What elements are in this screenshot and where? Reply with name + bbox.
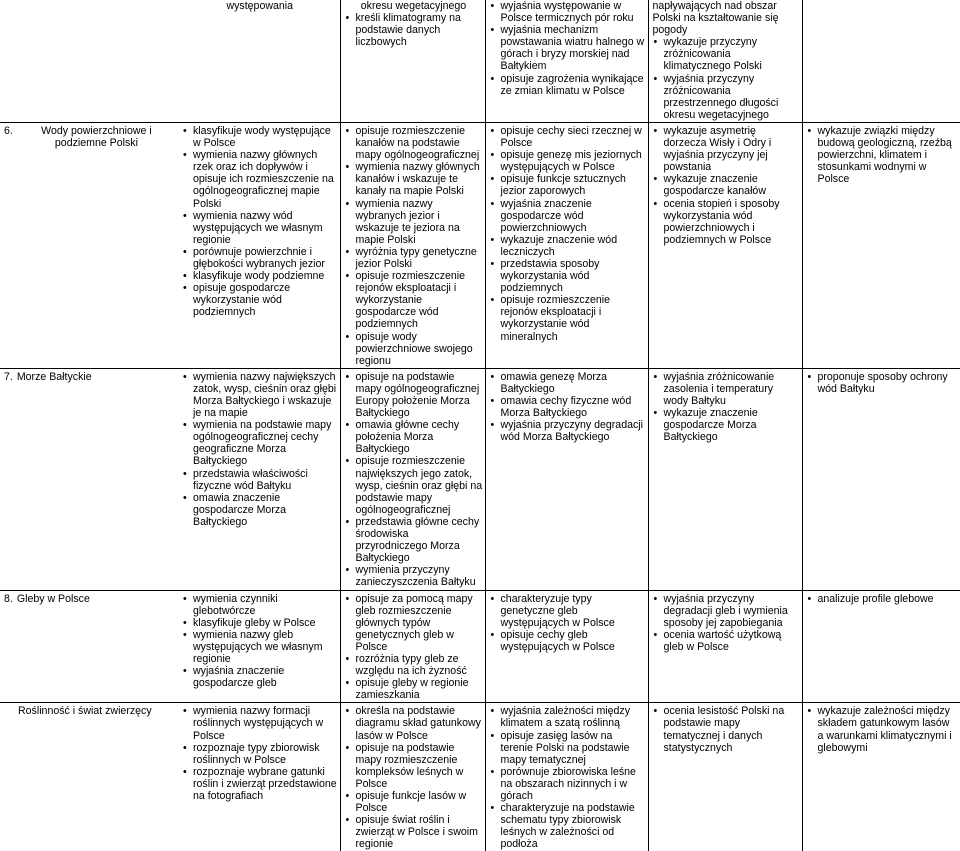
- list-item: • wymienia na podstawie mapy ogólnogeograficznej cechy geograficzne Morza Bałtyckiego: [193, 419, 338, 467]
- requirements-cell-2: [178, 703, 340, 851]
- list-item: • porównuje powierzchnie i głębokości wybranych jezior: [193, 246, 338, 270]
- list-item: • wykazuje asymetrię dorzecza Wisły i Odry i wyjaśnia przyczyny jej powstania: [664, 125, 800, 173]
- list-item: • omawia cechy fizyczne wód Morza Bałtyckiego: [501, 395, 646, 419]
- topic-cell: [0, 703, 178, 851]
- list-item: • wykazuje znaczenie wód leczniczych: [501, 234, 646, 258]
- list-item: • omawia genezę Morza Bałtyckiego: [501, 371, 646, 395]
- requirements-cell-6: [802, 122, 960, 368]
- list-item: napływających nad obszar Polski na kształtowanie się pogody: [652, 0, 779, 37]
- list-item: • wymienia nazwy głównych kanałów i wskazuje te kanały na mapie Polski: [356, 161, 483, 197]
- requirements-cell-5: [648, 0, 802, 122]
- list-item: występowania: [226, 0, 294, 12]
- list-item: • wyjaśnia występowanie w Polsce termicznych pór roku: [501, 0, 646, 24]
- list-item: • charakteryzuje na podstawie schematu typy zbiorowisk leśnych w zależności od podłoża: [501, 802, 646, 850]
- table-row: [0, 368, 960, 590]
- list-item: • opisuje rozmieszczenie kanałów na podstawie mapy ogólnogeograficznej: [356, 125, 483, 161]
- requirements-cell-4: [485, 703, 648, 851]
- table-row: [0, 703, 960, 851]
- list-item: • wyjaśnia zależności między klimatem a szatą roślinną: [501, 705, 646, 729]
- topic-number: 6.: [4, 124, 13, 137]
- requirements-cell-2: [178, 0, 340, 122]
- list-item: • wykazuje związki między budową geologiczną, rzeźbą powierzchni, klimatem i stosunkami wodnymi w Polsce: [818, 125, 959, 185]
- requirements-cell-3: [340, 368, 485, 590]
- list-item: • przedstawia główne cechy środowiska przyrodniczego Morza Bałtyckiego: [356, 516, 483, 564]
- list-item: • opisuje funkcje lasów w Polsce: [356, 790, 483, 814]
- list-item: • określa na podstawie diagramu skład gatunkowy lasów w Polsce: [356, 705, 483, 741]
- list-item: • klasyfikuje wody występujące w Polsce: [193, 125, 338, 149]
- list-item: • opisuje gospodarcze wykorzystanie wód podziemnych: [193, 282, 338, 318]
- list-item: • wymienia nazwy głównych rzek oraz ich dopływów i opisuje ich rozmieszczenie na ogólnogeograficznej mapie Polski: [193, 149, 338, 209]
- requirements-cell-3: [340, 703, 485, 851]
- list-item: • opisuje rozmieszczenie największych jego zatok, wysp, cieśnin oraz głębi na podstawie mapy ogólnogeograficznej: [356, 455, 483, 515]
- topic-cell: [0, 590, 178, 703]
- list-item: • rozpoznaje typy zbiorowisk roślinnych w Polsce: [193, 742, 338, 766]
- requirements-cell-3: [340, 590, 485, 703]
- list-item: • wyjaśnia zróżnicowanie zasolenia i temperatury wody Bałtyku: [664, 371, 800, 407]
- list-item: • kreśli klimatogramy na podstawie danych liczbowych: [356, 12, 483, 48]
- topic-number: 7.: [4, 370, 13, 383]
- list-item: • wymienia nazwy gleb występujących we własnym regionie: [193, 629, 338, 665]
- list-item: • wykazuje zależności między składem gatunkowym lasów a warunkami klimatycznymi i glebowymi: [818, 705, 959, 753]
- list-item: • opisuje zagrożenia wynikające ze zmian klimatu w Polsce: [501, 73, 646, 97]
- list-item: • wyjaśnia przyczyny degradacji wód Morza Bałtyckiego: [501, 419, 646, 443]
- list-item: • rozpoznaje wybrane gatunki roślin i zwierząt przedstawione na fotografiach: [193, 766, 338, 802]
- list-item: • porównuje zbiorowiska leśne na obszarach nizinnych i w górach: [501, 766, 646, 802]
- requirements-cell-3: [340, 0, 485, 122]
- list-item: • omawia znaczenie gospodarcze Morza Bałtyckiego: [193, 492, 338, 528]
- topic-title: Morze Bałtyckie: [16, 370, 92, 383]
- list-item: • opisuje rozmieszczenie rejonów eksploatacji i wykorzystanie wód mineralnych: [501, 294, 646, 342]
- list-item: • opisuje rozmieszczenie rejonów eksploatacji i wykorzystanie gospodarcze wód podziemnych: [356, 270, 483, 330]
- requirements-cell-2: [178, 368, 340, 590]
- topic-title: Wody powierzchniowe i podziemne Polski: [41, 124, 152, 150]
- list-item: • ocenia wartość użytkową gleb w Polsce: [664, 629, 800, 653]
- list-item: • przedstawia sposoby wykorzystania wód podziemnych: [501, 258, 646, 294]
- list-item: • opisuje gleby w regionie zamieszkania: [356, 677, 483, 701]
- requirements-cell-4: [485, 0, 648, 122]
- table-row: [0, 0, 960, 122]
- list-item: • wykazuje przyczyny zróżnicowania klimatycznego Polski: [664, 36, 800, 72]
- topic-title: Gleby w Polsce: [16, 592, 90, 605]
- list-item: • omawia główne cechy położenia Morza Bałtyckiego: [356, 419, 483, 455]
- list-item: • przedstawia właściwości fizyczne wód Bałtyku: [193, 468, 338, 492]
- requirements-cell-6: [802, 368, 960, 590]
- requirements-cell-5: [648, 122, 802, 368]
- list-item: • ocenia stopień i sposoby wykorzystania wód powierzchniowych i podziemnych w Polsce: [664, 198, 800, 246]
- requirements-cell-6: [802, 590, 960, 703]
- topic-cell: [0, 0, 178, 122]
- list-item: • wymienia czynniki glebotwórcze: [193, 593, 338, 617]
- list-item: • opisuje cechy sieci rzecznej w Polsce: [501, 125, 646, 149]
- list-item: • opisuje na podstawie mapy rozmieszczenie kompleksów leśnych w Polsce: [356, 742, 483, 790]
- topic-title: Roślinność i świat zwierzęcy: [18, 705, 152, 718]
- table-row: [0, 590, 960, 703]
- list-item: • opisuje wody powierzchniowe swojego regionu: [356, 331, 483, 367]
- list-item: • wymienia nazwy formacji roślinnych występujących w Polsce: [193, 705, 338, 741]
- list-item: • opisuje cechy gleb występujących w Polsce: [501, 629, 646, 653]
- list-item: • klasyfikuje gleby w Polsce: [193, 617, 338, 629]
- list-item: • wyróżnia typy genetyczne jezior Polski: [356, 246, 483, 270]
- list-item: • wyjaśnia przyczyny degradacji gleb i wymienia sposoby jej zapobiegania: [664, 593, 800, 629]
- requirements-cell-4: [485, 122, 648, 368]
- list-item: • opisuje zasięg lasów na terenie Polski na podstawie mapy tematycznej: [501, 730, 646, 766]
- requirements-cell-6: [802, 0, 960, 122]
- list-item: • wymienia nazwy wód występujących we własnym regionie: [193, 210, 338, 246]
- list-item: • klasyfikuje wody podziemne: [193, 270, 338, 282]
- list-item: • charakteryzuje typy genetyczne gleb występujących w Polsce: [501, 593, 646, 629]
- list-item: • wykazuje znaczenie gospodarcze Morza Bałtyckiego: [664, 407, 800, 443]
- list-item: • wyjaśnia znaczenie gospodarcze wód powierzchniowych: [501, 198, 646, 234]
- list-item: • ocenia lesistość Polski na podstawie mapy tematycznej i danych statystycznych: [664, 705, 800, 753]
- requirements-cell-6: [802, 703, 960, 851]
- list-item: • analizuje profile glebowe: [818, 593, 959, 605]
- list-item: • wymienia nazwy największych zatok, wysp, cieśnin oraz głębi Morza Bałtyckiego i wskazuje je na mapie: [193, 371, 338, 419]
- requirements-cell-2: [178, 122, 340, 368]
- requirements-cell-3: [340, 122, 485, 368]
- topic-cell: [0, 122, 178, 368]
- requirements-cell-4: [485, 368, 648, 590]
- list-item: • opisuje funkcje sztucznych jezior zaporowych: [501, 173, 646, 197]
- list-item: • wykazuje znaczenie gospodarcze kanałów: [664, 173, 800, 197]
- list-item: • opisuje genezę mis jeziornych występujących w Polsce: [501, 149, 646, 173]
- list-item: • proponuje sposoby ochrony wód Bałtyku: [818, 371, 959, 395]
- list-item: • wymienia nazwy wybranych jezior i wskazuje te jeziora na mapie Polski: [356, 198, 483, 246]
- list-item: okresu wegetacyjnego: [360, 0, 467, 12]
- table-row: [0, 122, 960, 368]
- requirements-cell-5: [648, 703, 802, 851]
- list-item: • wyjaśnia mechanizm powstawania wiatru halnego w górach i bryzy morskiej nad Bałtykiem: [501, 24, 646, 72]
- requirements-cell-5: [648, 368, 802, 590]
- list-item: • rozróżnia typy gleb ze względu na ich żyzność: [356, 653, 483, 677]
- list-item: • opisuje świat roślin i zwierząt w Polsce i swoim regionie: [356, 814, 483, 850]
- list-item: • opisuje za pomocą mapy gleb rozmieszczenie głównych typów genetycznych gleb w Polsce: [356, 593, 483, 653]
- topic-cell: [0, 368, 178, 590]
- requirements-cell-4: [485, 590, 648, 703]
- list-item: • wyjaśnia przyczyny zróżnicowania przestrzennego długości okresu wegetacyjnego: [664, 73, 800, 121]
- list-item: • wyjaśnia znaczenie gospodarcze gleb: [193, 665, 338, 689]
- requirements-cell-5: [648, 590, 802, 703]
- list-item: • opisuje na podstawie mapy ogólnogeograficznej Europy położenie Morza Bałtyckiego: [356, 371, 483, 419]
- topic-number: 8.: [4, 592, 13, 605]
- list-item: • wymienia przyczyny zanieczyszczenia Bałtyku: [356, 564, 483, 588]
- requirements-cell-2: [178, 590, 340, 703]
